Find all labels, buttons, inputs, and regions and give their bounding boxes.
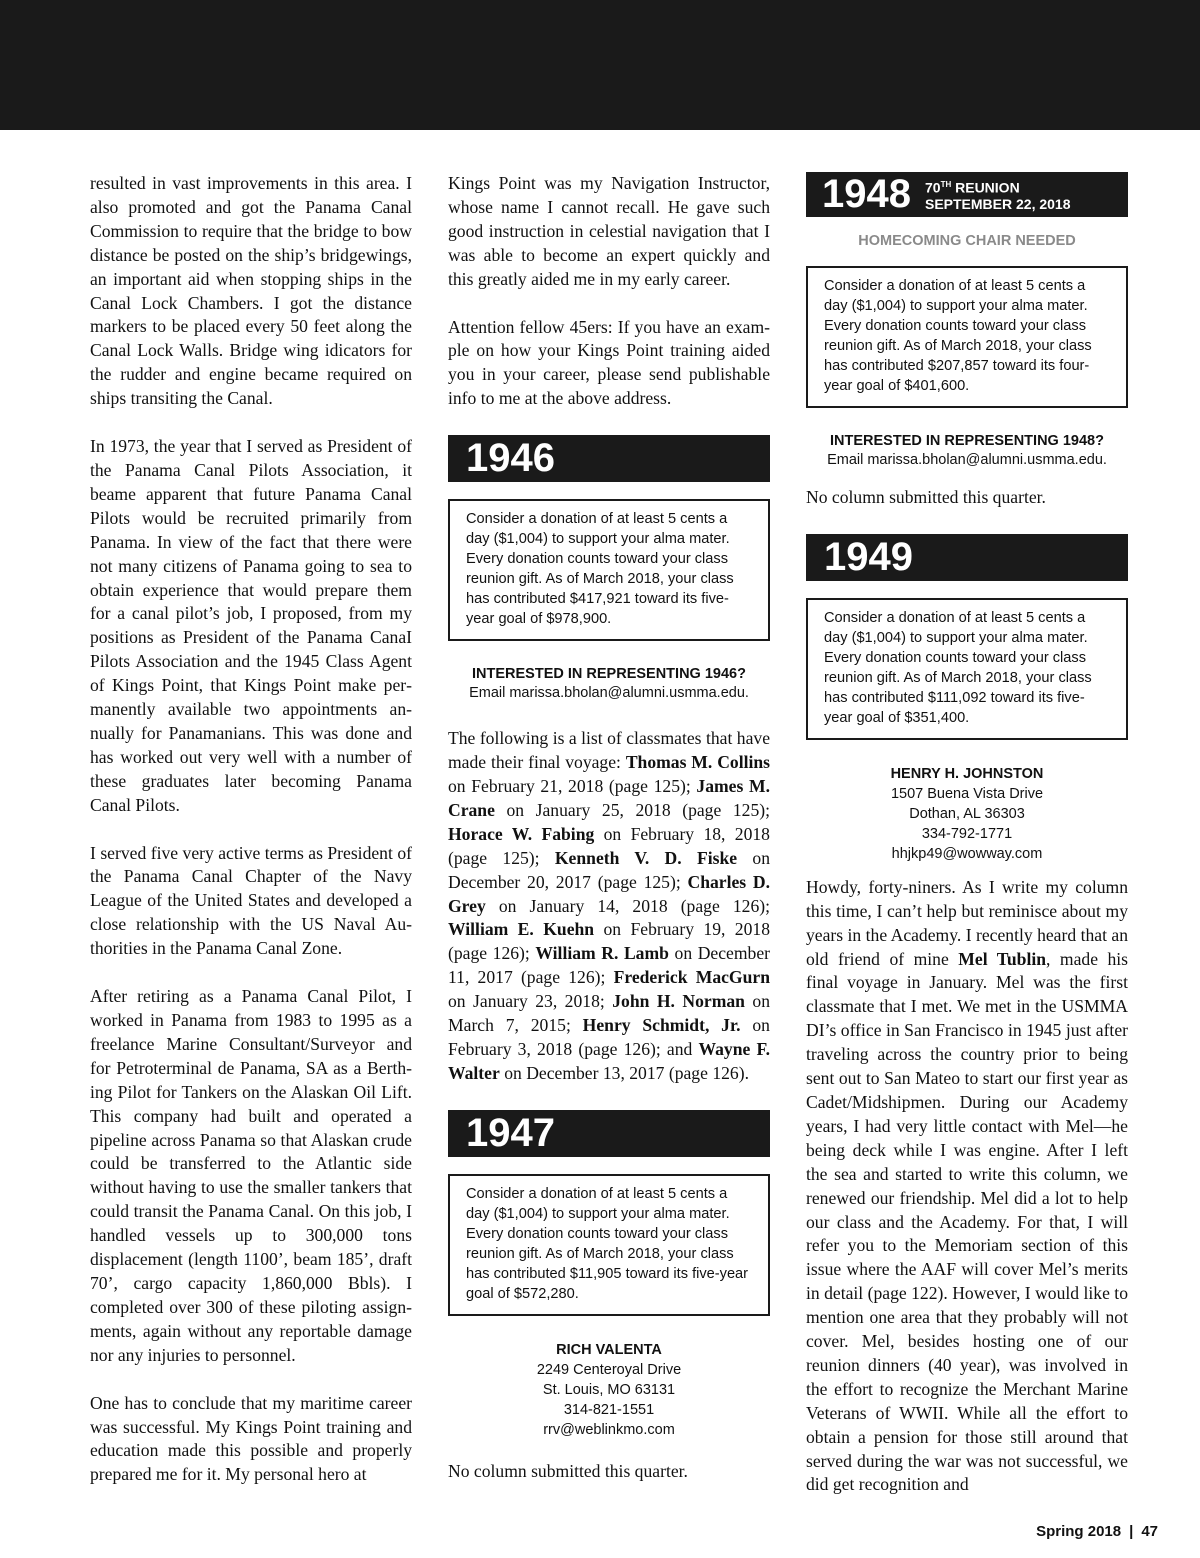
footer-separator: | bbox=[1129, 1523, 1134, 1540]
contact-name: HENRY H. JOHNSTON bbox=[890, 765, 1044, 782]
class-agent-contact-1949 bbox=[806, 764, 1128, 864]
classmate-name: Thomas M. Collins bbox=[625, 752, 770, 773]
obituary-list bbox=[448, 727, 770, 1086]
classmate-name: Henry Schmidt, Jr. bbox=[582, 1015, 741, 1036]
class-year-heading-1949: 1949 bbox=[806, 534, 1128, 581]
reunion-suffix: TH bbox=[940, 180, 952, 190]
contact-phone: 314-821-1551 bbox=[563, 1401, 655, 1418]
paragraph: Kings Point was my Navigation Instructor, whose name I cannot recall. He gave such good instruction in celestial navigation that I was able to become an expert quickly and this greatly aided me in my early career. bbox=[448, 173, 770, 289]
column-text: Howdy, forty-niners. As I write my column this time, I can’t help but reminisce about my years in the Academy. I recently heard that an old friend of mine bbox=[806, 876, 1128, 969]
voyage-detail: on March 7, 2015; bbox=[448, 991, 771, 1036]
classmate-name: Wayne F. Walter bbox=[448, 1038, 771, 1083]
reunion-ordinal: 70 bbox=[924, 179, 941, 196]
class-agent-contact-1947 bbox=[448, 1340, 770, 1440]
voyage-detail: on January 14, 2018 (page 126); bbox=[485, 895, 770, 916]
no-column-note: No column submitted this quarter. bbox=[806, 486, 1046, 507]
classmate-name: William E. Kuehn bbox=[448, 919, 595, 940]
classmate-name: Frederick MacGurn bbox=[613, 967, 770, 988]
voyage-detail: on January 25, 2018 (page 125); bbox=[494, 799, 770, 820]
class-year: 1948 bbox=[822, 172, 911, 216]
paragraph: One has to conclude that my maritime career was successful. My Kings Point training and education made this possible and properly prepared me for it. My personal hero at bbox=[90, 1392, 412, 1485]
column-1 bbox=[90, 172, 412, 1487]
obituary-intro: The following is a list of classmates that have made their final voyage: bbox=[448, 728, 770, 773]
column-3 bbox=[806, 172, 1128, 1497]
page-footer bbox=[1036, 1523, 1158, 1540]
paragraph: I served five very active terms as President of the Panama Canal Chapter of the Navy League of the United States and developed a close relationship with the US Naval Authorities in the Panama Canal Zone. bbox=[90, 842, 412, 959]
paragraph: resulted in vast improvements in this area. I also promoted and got the Panama Canal Commission to require that the bridge to bow distance be posted on the ship’s bridgewings, an important aid when stopping ships in the Canal Lock Chambers. I got the distance markers to be placed every 50 feet along the Canal Lock Walls. Bridge wing idicators for the rudder and engine became required on ships transiting the Canal. bbox=[90, 173, 412, 409]
representative-call-1946 bbox=[448, 665, 770, 703]
paragraph: After retiring as a Panama Canal Pilot, I worked in Panama from 1983 to 1995 as a freelance Marine Consultant/Surveyor and for Petroterminal de Panama, SA as a Berthing Pilot for Tankers on the Alaskan Oil Lift. This company had built and operated a pipeline across Panama so that Alaskan crude could be transferred to the Atlantic side without having to use the smaller tankers that could transit the Panama Canal. On this job, I handled vessels up to 300,000 tons displacement (length 1100’, beam 185’, draft 70’, cargo capacity 1,860,000 Bbls). I completed over 300 of these piloting assignments, again without any reportable damage nor any injuries to personnel. bbox=[90, 986, 412, 1365]
donation-box-1949: Consider a donation of at least 5 cents a day ($1,004) to support your alma mater. Every donation counts toward your class reunion gift. As of March 2018, your class has contributed $111,092 toward its five-year goal of $351,400. bbox=[806, 598, 1128, 740]
class-year-heading-1946: 1946 bbox=[448, 435, 770, 482]
reunion-info bbox=[925, 177, 1071, 212]
no-column-note: No column submitted this quarter. bbox=[448, 1460, 688, 1481]
chair-needed-notice: HOMECOMING CHAIR NEEDED bbox=[858, 233, 1076, 249]
reunion-label: REUNION bbox=[951, 179, 1020, 196]
voyage-detail: on December 13, 2017 (page 126). bbox=[499, 1062, 749, 1083]
representative-email[interactable]: Email marissa.bholan@alumni.usmma.edu. bbox=[827, 451, 1107, 468]
column-text: , made his final voyage in January. Mel was the first classmate that I met. We met in the USMMA DI’s office in San Francisco in 1945 just after traveling across the country prior to being sent out to San Mateo to start our first year as Cadet/Midshipmen. During our Academy years, I had very little contact with Mel—he being deck while I was engine. After I left the sea and started to write this column, we renewed our friendship. Mel did a lot to help our class and the Academy. For that, I will refer you to the Memoriam section of this issue where the AAF will cover Mel’s merits in detail (page 122). However, I would like to mention one area that they probably will not cover. Mel, besides hosting one of our reunion dinners (40 year), was involved in the effort to recognize the Merchant Marine Veterans of WWII. While all the effort to obtain a pension for those still around that served during the war was not successful, we did get recognition and bbox=[806, 948, 1129, 1495]
voyage-detail: on February 3, 2018 (page 126); and bbox=[448, 1015, 770, 1059]
classmate-name: Horace W. Fabing bbox=[448, 823, 595, 844]
paragraph: In 1973, the year that I served as President of the Panama Canal Pilots Association, it beame apparent that future Panama Canal Pilots would be recruited primarily from Panama. In view of the fact that there were not many citizens of Panama going to sea to obtain experience that would prepare them for a canal pilot’s job, I proposed, from my positions as President of the Panama CanaI Pilots Association and the 1945 Class Agent of Kings Point, that Kings Point make permanently available two appointments annually for Panamanians. This was done and has worked out very well with a number of these graduates later becoming Panama Canal Pilots. bbox=[90, 436, 412, 815]
class-year-heading-1948 bbox=[806, 172, 1128, 217]
classmate-name: James M. Crane bbox=[448, 775, 770, 820]
class-column-text bbox=[806, 876, 1128, 1498]
classmate-name: Kenneth V. D. Fiske bbox=[554, 847, 738, 868]
contact-city: St. Louis, MO 63131 bbox=[542, 1381, 676, 1398]
voyage-detail: on December 11, 2017 (page 126); bbox=[448, 943, 770, 988]
classmate-name: Mel Tublin bbox=[958, 948, 1047, 969]
representative-email[interactable]: Email marissa.bholan@alumni.usmma.edu. bbox=[469, 685, 749, 702]
issue-label: Spring 2018 bbox=[1036, 1523, 1122, 1540]
representative-call-1948 bbox=[806, 432, 1128, 470]
representative-heading: INTERESTED IN REPRESENTING 1946? bbox=[472, 666, 746, 683]
contact-email[interactable]: rrv@weblinkmo.com bbox=[543, 1421, 675, 1438]
voyage-detail: on January 23, 2018; bbox=[448, 991, 605, 1012]
contact-address: 1507 Buena Vista Drive bbox=[890, 785, 1044, 802]
donation-box-1948: Consider a donation of at least 5 cents a day ($1,004) to support your alma mater. Every donation counts toward your class reunion gift. As of March 2018, your class has contributed $207,857 toward its four-year goal of $401,600. bbox=[806, 266, 1128, 408]
voyage-detail: on February 21, 2018 (page 125); bbox=[448, 775, 691, 796]
contact-city: Dothan, AL 36303 bbox=[909, 805, 1025, 822]
voyage-detail: on February 19, 2018 (page 126); bbox=[448, 919, 770, 964]
contact-address: 2249 Centeroyal Drive bbox=[536, 1361, 682, 1378]
voyage-detail: on February 18, 2018 (page 125); bbox=[448, 823, 770, 868]
classmate-name: William R. Lamb bbox=[535, 943, 669, 964]
contact-email[interactable]: hhjkp49@wowway.com bbox=[891, 845, 1043, 862]
classmate-name: Charles D. Grey bbox=[448, 871, 770, 916]
paragraph: Attention fellow 45ers: If you have an example on how your Kings Point training aided you in your career, please send publishable info to me at the above address. bbox=[448, 316, 770, 409]
header-band bbox=[0, 0, 1200, 130]
reunion-date: SEPTEMBER 22, 2018 bbox=[924, 195, 1071, 212]
page-number: 47 bbox=[1141, 1523, 1158, 1540]
donation-box-1947: Consider a donation of at least 5 cents a day ($1,004) to support your alma mater. Every donation counts toward your class reunion gift. As of March 2018, your class has contributed $11,905 toward its five-year goal of $572,280. bbox=[448, 1174, 770, 1316]
class-year-heading-1947: 1947 bbox=[448, 1110, 770, 1157]
classmate-name: John H. Norman bbox=[612, 991, 745, 1012]
voyage-detail: on December 20, 2017 (page 125); bbox=[448, 847, 770, 892]
donation-box-1946: Consider a donation of at least 5 cents a day ($1,004) to support your alma mater. Every donation counts toward your class reunion gift. As of March 2018, your class has contributed $417,921 toward its five-year goal of $978,900. bbox=[448, 499, 770, 641]
contact-name: RICH VALENTA bbox=[556, 1341, 662, 1358]
representative-heading: INTERESTED IN REPRESENTING 1948? bbox=[830, 432, 1104, 449]
column-2 bbox=[448, 172, 770, 1508]
contact-phone: 334-792-1771 bbox=[921, 825, 1013, 842]
